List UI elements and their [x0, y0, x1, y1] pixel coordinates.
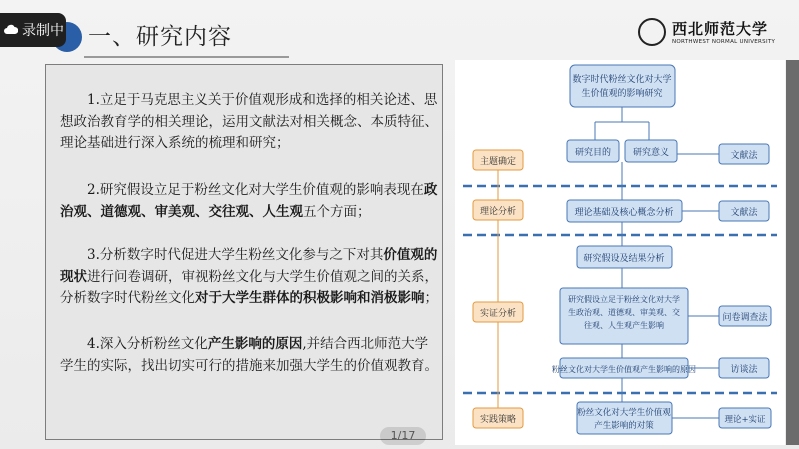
paragraph-run: ；: [424, 290, 438, 306]
method-final-label: 理论+实证: [724, 415, 766, 425]
stage-empirical-label: 实证分析: [479, 309, 517, 319]
theory-label: 理论基础及核心概念分析: [574, 208, 674, 218]
hypothesis-detail-line2: 生政治观、道德观、审美观、交: [568, 308, 680, 317]
slide-title: 一、研究内容: [88, 24, 232, 50]
paragraph-2: [60, 180, 438, 223]
method-survey-label: 问卷调查法: [722, 313, 768, 323]
university-logo: [638, 18, 778, 52]
cause-label: 粉丝文化对大学生价值观产生影响的原因: [552, 365, 696, 374]
paragraph-run: 4.深入分析粉丝文化: [87, 336, 208, 352]
method-literature-label-2: 文献法: [730, 208, 758, 218]
university-seal-icon: [638, 18, 666, 46]
paragraph-run: 1.立足于马克思主义关于价值观形成和选择的相关论述、思想政治教育学的相关理论，运用文献法对相关概念、本质特征、理论基础进行深入系统的梳理和研究；: [60, 92, 438, 151]
top-box-line2: 生价值观的影响研究: [581, 89, 663, 99]
paragraph-4: [60, 334, 438, 377]
page-indicator: 1/17: [380, 427, 426, 445]
paragraph-run: 五个方面；: [303, 203, 371, 220]
research-flowchart: [455, 60, 785, 445]
countermeasure-line1: 粉丝文化对大学生价值观: [577, 408, 671, 418]
stage-theory-label: 理论分析: [479, 207, 517, 217]
significance-label: 研究意义: [632, 148, 670, 158]
paragraph-run: 3.分析数字时代促进大学生粉丝文化参与之下对其: [87, 247, 384, 263]
flowchart-svg: [455, 60, 785, 445]
method-literature-label: 文献法: [730, 151, 758, 161]
stage-topic-label: 主题确定: [479, 157, 517, 167]
cloud-icon: [4, 23, 18, 37]
paragraph-run: 进行问卷调研，审视粉丝文化与大学生价值观之间的关系，分析数字时代粉丝文化: [60, 268, 438, 306]
purpose-label: 研究目的: [574, 148, 612, 158]
recording-label: 录制中: [22, 23, 64, 39]
paragraph-1: [60, 90, 438, 155]
logo-text-en: NORTHWEST NORMAL UNIVERSITY: [672, 39, 776, 45]
paragraph-run: 2.研究假设立足于粉丝文化对大学生价值观的影响表现在: [87, 182, 424, 198]
top-box-line1: 数字时代粉丝文化对大学: [572, 75, 672, 85]
paragraph-run: 产生影响的原因: [207, 336, 303, 352]
title-underline: [84, 56, 289, 58]
hypothesis-label: 研究假设及结果分析: [583, 254, 665, 264]
hypothesis-detail-line1: 研究假设立足于粉丝文化对大学: [568, 295, 680, 304]
recording-badge[interactable]: [0, 13, 66, 47]
stage-practice-label: 实践策略: [479, 415, 517, 425]
paragraph-3: [60, 245, 438, 310]
countermeasure-line2: 产生影响的对策: [594, 421, 654, 431]
top-box: [570, 65, 675, 107]
paragraph-run: 价值观的现状: [60, 247, 438, 285]
hypothesis-detail-line3: 往观、人生观产生影响: [584, 321, 664, 330]
logo-text-cn: 西北师范大学: [672, 20, 769, 38]
method-interview-label: 访谈法: [730, 365, 758, 375]
paragraph-run: 政治观、道德观、审美观、交往观、人生观: [60, 182, 438, 220]
right-edge-strip: [786, 60, 799, 445]
paragraph-run: 对于大学生群体的积极影响和消极影响: [195, 290, 425, 306]
paragraph-run: ,并结合西北师范大学学生的实际，找出切实可行的措施来加强大学生的价值观教育。: [60, 336, 438, 374]
